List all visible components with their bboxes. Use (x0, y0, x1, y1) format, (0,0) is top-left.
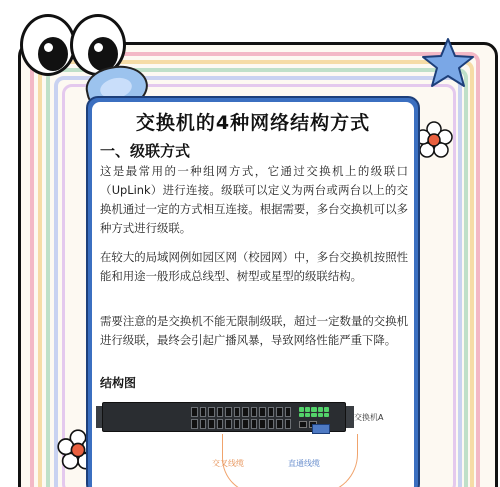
paragraph-1: 这是最常用的一种组网方式，它通过交换机上的级联口（UpLink）进行连接。级联可以定义为两台或两台以上的交换机通过一定的方式相互连接。根据需要，多台交换机可以多种方式进行级联。 (100, 164, 408, 235)
switch-port (251, 407, 258, 417)
switch-port (217, 419, 224, 429)
switch-port (200, 419, 207, 429)
switch-port (225, 407, 232, 417)
straight-cable-label: 直通线缆 (288, 459, 320, 468)
left-pupil (38, 37, 68, 71)
content-card-body (92, 102, 414, 487)
switch-port (191, 407, 198, 417)
star-icon (420, 36, 476, 92)
switch-port (276, 419, 283, 429)
switch-led (324, 413, 329, 418)
switch-port (242, 419, 249, 429)
switch-led (318, 407, 323, 412)
left-eye-icon (20, 14, 76, 76)
switch-port-grid (191, 407, 291, 429)
paragraph-2: 在较大的局域网例如园区网（校园网）中，多台交换机按照性能和用途一般形成总线型、树型或星型的级联结构。 (100, 250, 408, 283)
sfp-port (299, 421, 307, 428)
switch-label: 交换机A (354, 413, 384, 422)
switch-led (299, 413, 304, 418)
switch-port (251, 419, 258, 429)
switch-port (208, 407, 215, 417)
uplink-port (312, 424, 330, 434)
switch-port (225, 419, 232, 429)
switch-port (268, 419, 275, 429)
switch-port (259, 419, 266, 429)
switch-led (311, 413, 316, 418)
switch-led (324, 407, 329, 412)
switch-ear-right (346, 406, 354, 428)
page-title: 交换机的4种网络结构方式 (135, 112, 371, 134)
switch-device (102, 402, 346, 432)
flower-icon (414, 120, 454, 160)
switch-led (305, 413, 310, 418)
switch-port (285, 419, 292, 429)
switch-led-grid (299, 407, 329, 417)
diagram-heading: 结构图 (100, 376, 137, 390)
paragraph-3: 需要注意的是交换机不能无限制级联，超过一定数量的交换机进行级联，最终会引起广播风暴，导致网络性能严重下降。 (100, 314, 408, 347)
switch-port (242, 407, 249, 417)
switch-led (318, 413, 323, 418)
switch-port (191, 419, 198, 429)
switch-led (311, 407, 316, 412)
switch-led (299, 407, 304, 412)
switch-port (200, 407, 207, 417)
switch-port (268, 407, 275, 417)
straight-cable (318, 434, 358, 487)
switch-port (208, 419, 215, 429)
switch-port (285, 407, 292, 417)
section-heading: 一、级联方式 (100, 142, 191, 160)
switch-port (234, 419, 241, 429)
switch-led (305, 407, 310, 412)
crossover-cable-label: 交叉线缆 (212, 459, 244, 468)
switch-port (234, 407, 241, 417)
switch-port (217, 407, 224, 417)
switch-port (259, 407, 266, 417)
switch-port (276, 407, 283, 417)
